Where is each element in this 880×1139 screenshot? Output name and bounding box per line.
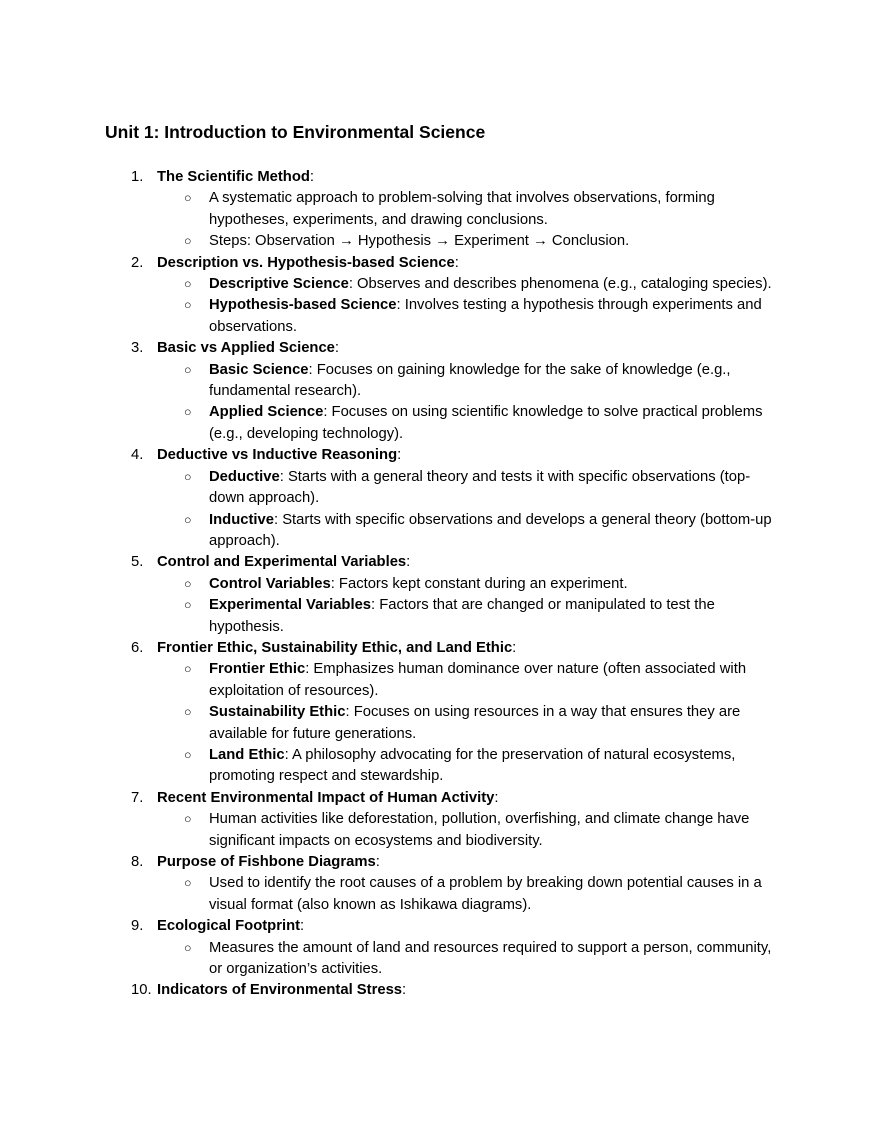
sub-item	[105, 745, 784, 788]
sub-item-body: : A philosophy advocating for the preservation of natural ecosystems, promoting respect and stewardship.	[209, 746, 736, 785]
sub-item-text	[209, 404, 763, 441]
sub-item-body: A systematic approach to problem-solving that involves observations, forming hypotheses, experiments, and drawing conclusions.	[209, 190, 715, 228]
circle-bullet-icon: ○	[184, 747, 192, 762]
list-item-text	[157, 447, 401, 463]
sub-item-body: : Emphasizes human dominance over nature (often associated with exploitation of resources).	[209, 661, 747, 699]
list-item-suffix: :	[309, 169, 315, 185]
sub-item	[105, 295, 784, 338]
sub-item-text	[209, 233, 629, 249]
circle-bullet-icon: ○	[184, 662, 192, 677]
sub-item-term: Sustainability Ethic	[209, 704, 346, 721]
sub-item-text	[209, 512, 772, 549]
list-item-text	[157, 640, 516, 656]
circle-bullet-icon: ○	[184, 405, 192, 420]
circle-bullet-icon: ○	[184, 277, 192, 292]
list-item	[105, 980, 784, 1001]
circle-bullet-icon: ○	[184, 191, 192, 206]
list-item-suffix: :	[375, 854, 380, 870]
list-item-suffix: :	[494, 789, 499, 806]
list-item-term: Deductive vs Inductive Reasoning	[157, 447, 398, 464]
sub-item-term: Descriptive Science	[209, 276, 349, 293]
sub-item	[105, 188, 784, 231]
list-number: 3.	[131, 340, 144, 357]
sub-item-body: : Focuses on using scientific knowledge to solve practical problems (e.g., developing technology).	[209, 404, 763, 442]
sub-item-term: Applied Science	[209, 404, 324, 421]
list-number: 10.	[131, 982, 152, 999]
sub-item-body: : Focuses on using resources in a way that ensures they are available for future generations.	[209, 704, 741, 742]
list-item-text	[157, 854, 380, 870]
sub-item	[105, 574, 784, 595]
list-number: 5.	[131, 554, 144, 571]
sub-item-text	[209, 875, 762, 912]
list-item-term: Purpose of Fishbone Diagrams	[157, 854, 376, 870]
list-item-term: Ecological Footprint	[157, 918, 301, 935]
sub-item	[105, 510, 784, 553]
sub-item	[105, 274, 784, 295]
sub-item	[105, 595, 784, 638]
list-item-suffix: :	[402, 982, 407, 999]
list-number: 1.	[131, 169, 144, 185]
sub-item-body: Measures the amount of land and resources required to support a person, community, or organization’s activities.	[209, 939, 772, 978]
list-item-suffix: :	[512, 639, 517, 656]
list-item	[105, 445, 784, 466]
sub-item-text	[209, 276, 772, 292]
sub-item-text	[209, 597, 715, 634]
page-title: Unit 1: Introduction to Environmental Science	[105, 122, 486, 142]
sub-item-body: : Observes and describes phenomena (e.g., cataloging species).	[348, 276, 772, 293]
circle-bullet-icon: ○	[184, 469, 192, 484]
list-item	[105, 338, 784, 359]
circle-bullet-icon: ○	[184, 576, 192, 591]
sub-item	[105, 402, 784, 445]
list-number: 7.	[131, 789, 144, 806]
sub-item-text	[209, 362, 731, 399]
list-number: 8.	[131, 854, 144, 870]
list-item-text	[157, 340, 339, 356]
list-number: 2.	[131, 254, 144, 271]
sub-item-text	[209, 704, 740, 741]
circle-bullet-icon: ○	[184, 940, 192, 955]
sub-item-text	[209, 576, 628, 592]
circle-bullet-icon: ○	[184, 705, 192, 720]
list-item	[105, 852, 784, 873]
list-item-term: Description vs. Hypothesis-based Science	[157, 254, 455, 271]
list-item-term: Basic vs Applied Science	[157, 340, 335, 357]
sub-item-text	[209, 747, 735, 784]
list-item	[105, 253, 784, 274]
list-item	[105, 638, 784, 659]
list-item-term: Indicators of Environmental Stress	[157, 982, 403, 999]
list-number: 6.	[131, 639, 144, 656]
circle-bullet-icon: ○	[184, 512, 192, 527]
sub-item-term: Basic Science	[209, 361, 309, 378]
sub-item-text	[209, 661, 746, 698]
sub-item-text	[209, 811, 749, 848]
list-item-term: Frontier Ethic, Sustainability Ethic, and Land Ethic	[157, 639, 513, 656]
list-item-term: The Scientific Method	[157, 169, 310, 185]
circle-bullet-icon: ○	[184, 234, 192, 249]
circle-bullet-icon: ○	[184, 298, 192, 313]
list-item-suffix: :	[454, 254, 459, 271]
circle-bullet-icon: ○	[184, 362, 192, 377]
list-item-suffix: :	[406, 554, 411, 571]
sub-item	[105, 702, 784, 745]
sub-item-body: : Factors kept constant during an experiment.	[330, 575, 628, 592]
list-item-suffix: :	[397, 447, 402, 464]
sub-item-term: Frontier Ethic	[209, 661, 306, 678]
sub-item	[105, 809, 784, 852]
list-number: 9.	[131, 918, 144, 935]
sub-item-term: Deductive	[209, 468, 280, 485]
sub-item	[105, 231, 784, 252]
sub-item	[105, 938, 784, 981]
list-item	[105, 788, 784, 809]
sub-item	[105, 467, 784, 510]
sub-item-body: : Starts with specific observations and develops a general theory (bottom-up approach).	[209, 511, 772, 549]
circle-bullet-icon: ○	[184, 876, 192, 891]
list-item-suffix: :	[334, 340, 340, 357]
sub-item-term: Hypothesis-based Science	[209, 297, 397, 314]
sub-item-text	[209, 297, 762, 334]
sub-item-text	[209, 469, 750, 506]
sub-item-body: Human activities like deforestation, pollution, overfishing, and climate change have significant impacts on ecosystems and biodiversity.	[209, 811, 750, 849]
list-item-text	[157, 554, 410, 570]
list-item-text	[157, 790, 499, 806]
list-item-suffix: :	[300, 918, 305, 935]
sub-item	[105, 659, 784, 702]
list-item	[105, 916, 784, 937]
sub-item	[105, 873, 784, 916]
sub-item-term: Experimental Variables	[209, 597, 372, 614]
list-item-text	[157, 982, 406, 998]
list-item-text	[157, 169, 314, 185]
sub-item-body: : Involves testing a hypothesis through experiments and observations.	[209, 297, 762, 335]
list-item	[105, 167, 784, 188]
list-item-term: Recent Environmental Impact of Human Activity	[157, 789, 495, 806]
list-number: 4.	[131, 447, 144, 464]
sub-item-text	[209, 190, 715, 227]
numbered-list	[105, 167, 784, 1002]
list-item	[105, 552, 784, 573]
sub-item-body: Steps: Observation → Hypothesis → Experiment → Conclusion.	[209, 233, 630, 250]
sub-item-text	[209, 940, 771, 977]
sub-item-term: Inductive	[209, 511, 274, 528]
sub-item-body: Used to identify the root causes of a problem by breaking down potential causes in a visual format (also known as Ishikawa diagrams).	[209, 875, 762, 913]
sub-item-body: : Focuses on gaining knowledge for the sake of knowledge (e.g., fundamental research).	[209, 361, 731, 400]
sub-item-term: Control Variables	[209, 575, 331, 592]
list-item-term: Control and Experimental Variables	[157, 554, 407, 571]
circle-bullet-icon: ○	[184, 598, 192, 613]
sub-item-body: : Starts with a general theory and tests it with specific observations (top-down approach).	[209, 468, 751, 507]
sub-item	[105, 360, 784, 403]
list-item-text	[157, 255, 459, 271]
sub-item-body: : Factors that are changed or manipulated to test the hypothesis.	[209, 597, 715, 635]
circle-bullet-icon: ○	[184, 812, 192, 827]
sub-item-term: Land Ethic	[209, 746, 285, 763]
list-item-text	[157, 918, 304, 934]
